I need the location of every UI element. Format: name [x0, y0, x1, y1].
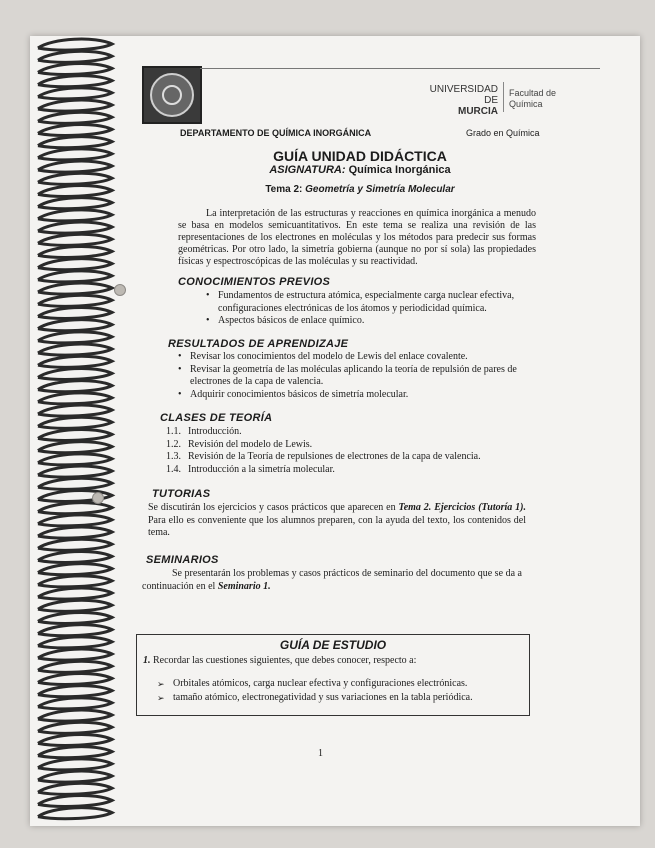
- study-guide-title: GUÍA DE ESTUDIO: [279, 638, 387, 652]
- faculty-name: [509, 88, 556, 110]
- university-name: [418, 84, 498, 117]
- faculty-line1: Facultad de: [509, 88, 557, 98]
- resultados-heading: RESULTADOS DE APRENDIZAJE: [168, 338, 349, 350]
- page-title: GUÍA UNIDAD DIDÁCTICA: [273, 148, 447, 164]
- list-item: • Revisar los conocimientos del modelo de Lewis del enlace covalente.: [178, 351, 534, 364]
- question-number: 1.: [143, 655, 151, 666]
- tema-label: Tema 2:: [265, 184, 303, 195]
- university-line2: MURCIA: [458, 106, 498, 117]
- seminarios-emphasis: Seminario 1.: [217, 580, 271, 592]
- faculty-line2: Química: [509, 99, 543, 109]
- tutorias-emphasis: Tema 2. Ejercicios (Tutoría 1).: [398, 502, 526, 513]
- list-item: 1.1. Introducción.: [166, 426, 526, 439]
- list-item: • Fundamentos de estructura atómica, especialmente carga nuclear efectiva, configuraciones electrónicas de los átomos y periodicidad química.: [206, 290, 536, 315]
- previos-heading: CONOCIMIENTOS PREVIOS: [178, 276, 331, 288]
- list-item: • Adquirir conocimientos básicos de simetría molecular.: [178, 389, 534, 402]
- list-item: ➢ tamaño atómico, electronegatividad y sus variaciones en la tabla periódica.: [157, 691, 473, 705]
- list-item: • Aspectos básicos de enlace químico.: [206, 315, 536, 328]
- tema-line: [200, 184, 520, 195]
- subject-name: Química Inorgánica: [348, 164, 451, 176]
- list-item: 1.2. Revisión del modelo de Lewis.: [166, 439, 526, 452]
- university-logo: [142, 66, 202, 124]
- subject-label: ASIGNATURA:: [269, 164, 346, 176]
- tutorias-text: Se discutirán los ejercicios y casos prácticos que aparecen en: [148, 502, 399, 513]
- header-rule: [200, 68, 600, 69]
- tutorias-text-end: Para ello es conveniente que los alumnos preparen, con la ayuda del texto, los contenidos del tema.: [148, 514, 526, 538]
- intro-paragraph: La interpretación de las estructuras y reacciones en química inorgánica a menudo se basa en modelos semicuantitativos. En este tema se realiza una revisión de las representaciones de los electrones en moléculas y los métodos para predecir sus formas geométricas. Por otro lado, la simetría gobierna (aunque no por sí sola) las propiedades físicas y espectroscópicas de las moléculas y su reactividad.: [178, 208, 536, 267]
- binder-hole: [92, 492, 104, 504]
- clases-heading: CLASES DE TEORÍA: [160, 412, 273, 424]
- tutorias-heading: TUTORIAS: [152, 488, 211, 500]
- list-item: 1.3. Revisión de la Teoría de repulsiones de electrones de la capa de valencia.: [166, 451, 526, 464]
- seminarios-heading: SEMINARIOS: [146, 554, 219, 566]
- tema-title: Geometría y Simetría Molecular: [305, 184, 455, 195]
- binder-hole: [114, 284, 126, 296]
- list-item: ➢ Orbitales atómicos, carga nuclear efectiva y configuraciones electrónicas.: [157, 677, 473, 691]
- tutorias-paragraph: [148, 502, 526, 540]
- previos-list: [206, 290, 536, 328]
- degree-label: Grado en Química: [466, 128, 540, 138]
- subject-line: [200, 164, 520, 176]
- question-text: Recordar las cuestiones siguientes, que debes conocer, respecto a:: [153, 655, 417, 666]
- resultados-list: [178, 351, 534, 401]
- study-guide-box: [136, 634, 530, 716]
- study-guide-list: [157, 677, 473, 705]
- study-guide-question: [143, 655, 416, 666]
- list-item: 1.4. Introducción a la simetría molecular.: [166, 464, 526, 477]
- clases-list: [166, 426, 526, 476]
- seminarios-text: Se presentarán los problemas y casos prácticos de seminario del documento que se da a continuación en el: [142, 568, 522, 592]
- university-line1: UNIVERSIDAD DE: [429, 84, 498, 106]
- department-label: DEPARTAMENTO DE QUÍMICA INORGÁNICA: [180, 128, 372, 138]
- list-item: • Revisar la geometría de las moléculas aplicando la teoría de repulsión de pares de electrones de la capa de valencia.: [178, 364, 534, 389]
- seminarios-paragraph: [142, 568, 522, 593]
- page-number: 1: [318, 748, 323, 759]
- header-divider: [503, 82, 504, 112]
